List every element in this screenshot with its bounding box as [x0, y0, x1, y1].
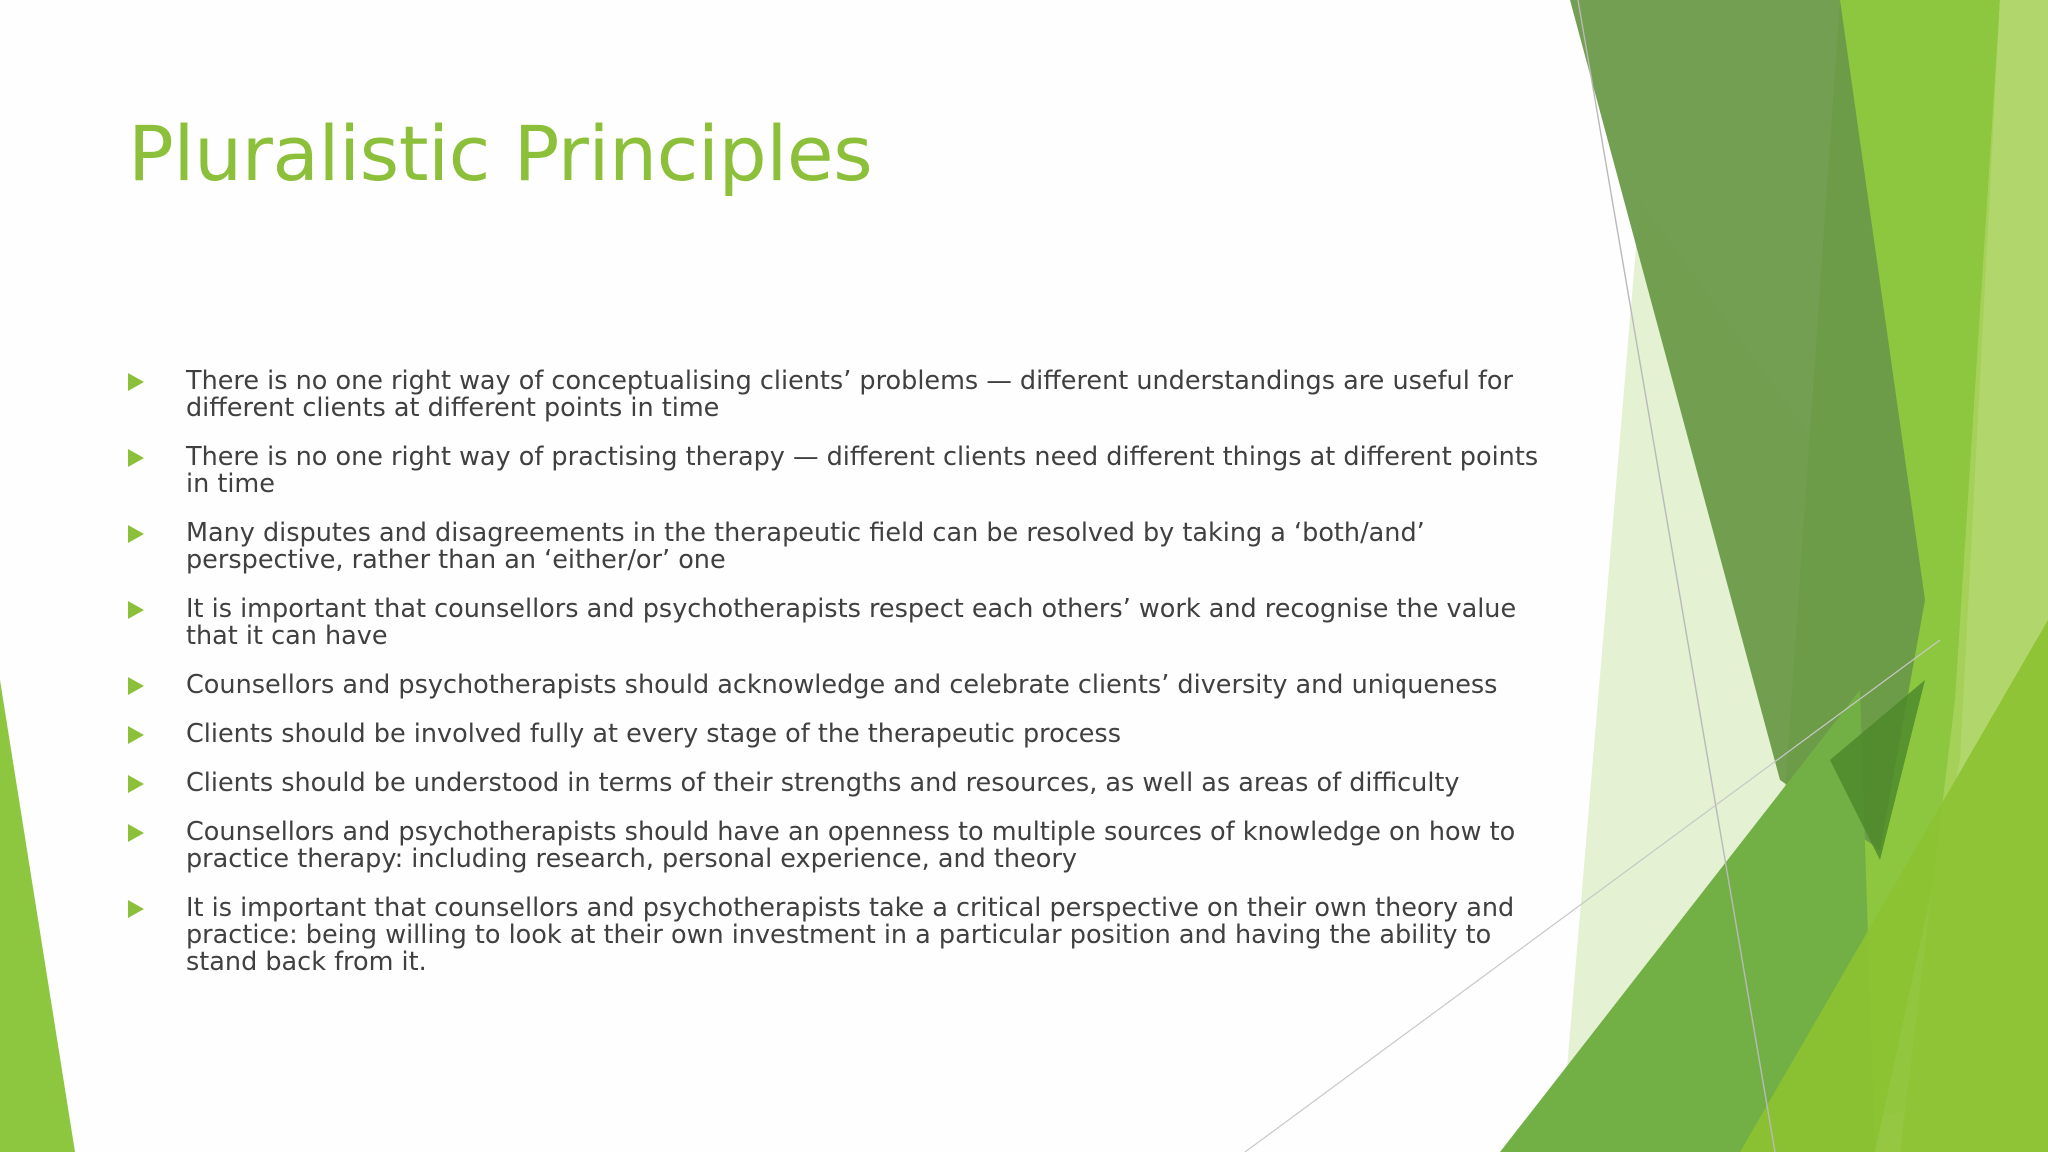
triangle-right-icon — [128, 520, 186, 547]
bullet-item — [128, 672, 1548, 699]
bullet-item — [128, 895, 1548, 976]
bullet-text: There is no one right way of conceptualising clients’ problems — different understandings are useful for different clients at different points in time — [186, 366, 1513, 423]
slide-title: Pluralistic Principles — [128, 109, 873, 198]
triangle-right-icon — [128, 596, 186, 623]
bullet-text: Many disputes and disagreements in the therapeutic field can be resolved by taking a ‘both/and’ perspective, rather than an ‘either/or’ one — [186, 518, 1425, 575]
triangle-right-icon — [128, 770, 186, 797]
bullet-item — [128, 819, 1548, 873]
triangle-right-icon — [128, 895, 186, 922]
bullet-text: Counsellors and psychotherapists should acknowledge and celebrate clients’ diversity and uniqueness — [186, 670, 1498, 700]
bullet-text: It is important that counsellors and psychotherapists respect each others’ work and recognise the value that it can have — [186, 594, 1517, 651]
bullet-text: There is no one right way of practising therapy — different clients need different things at different points in time — [186, 442, 1539, 499]
bullet-item — [128, 721, 1548, 748]
bullet-item — [128, 596, 1548, 650]
bullet-item — [128, 520, 1548, 574]
triangle-right-icon — [128, 368, 186, 395]
left-green-sliver — [0, 680, 75, 1152]
bullet-list — [128, 368, 1548, 998]
bullet-item — [128, 444, 1548, 498]
bullet-text: Counsellors and psychotherapists should have an openness to multiple sources of knowledge on how to practice therapy: including research, personal experience, and theory — [186, 817, 1516, 874]
triangle-right-icon — [128, 819, 186, 846]
bullet-text: Clients should be understood in terms of their strengths and resources, as well as areas of difficulty — [186, 768, 1460, 798]
triangle-right-icon — [128, 444, 186, 471]
bullet-item — [128, 770, 1548, 797]
bullet-text: It is important that counsellors and psychotherapists take a critical perspective on their own theory and practice: being willing to look at their own investment in a particular position and having the ability to stand back from it. — [186, 893, 1515, 977]
bullet-text: Clients should be involved fully at every stage of the therapeutic process — [186, 719, 1121, 749]
bullet-item — [128, 368, 1548, 422]
triangle-right-icon — [128, 672, 186, 699]
triangle-right-icon — [128, 721, 186, 748]
